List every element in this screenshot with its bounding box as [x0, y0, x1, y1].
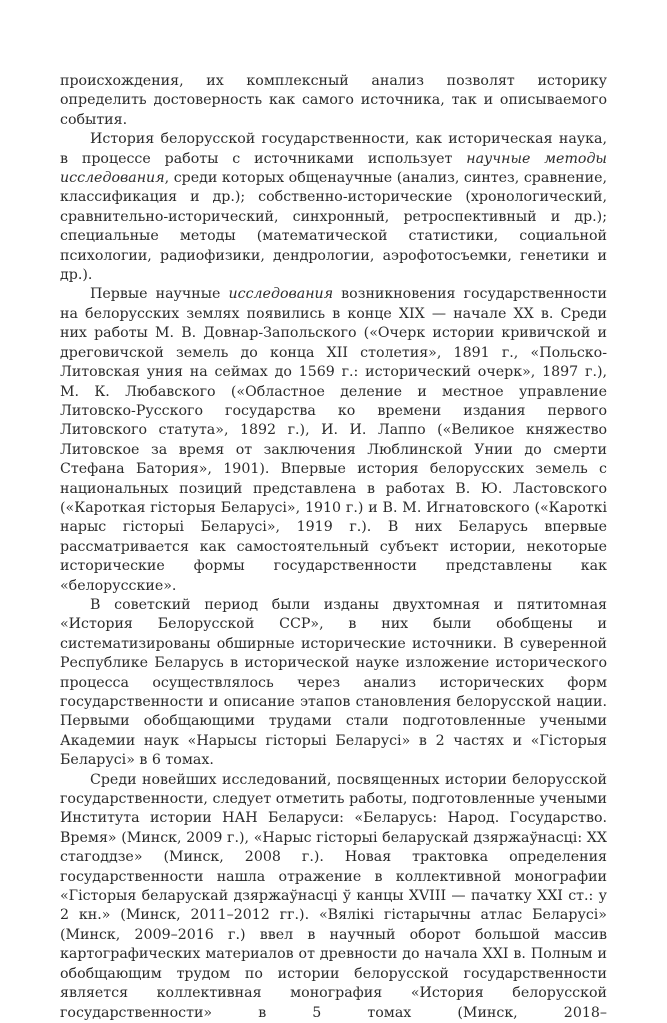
- paragraph-text: История белорусской государственности, как историческая наука, в процессе работы с источниками использует: [60, 131, 607, 167]
- italic-term: научные методы исследования: [60, 150, 607, 187]
- paragraph-2: [60, 130, 607, 285]
- paragraph-text: происхождения, их комплексный анализ позволят историку определить достоверность как самого источника, так и описываемого события.: [60, 73, 607, 128]
- italic-term: исследования: [228, 286, 334, 303]
- paragraph-text: Среди новейших исследований, посвященных истории белорусской государственности, следует отметить работы, подготовленные учеными Института истории НАН Беларуси: «Беларусь: Народ. Государство. Время» (Минск, 2009 г.), «Нарыс гісторыі беларускай дзяржаўнасці: XX стагоддзе» (Минск, 2008 г.). Новая трактовка определения государственности нашла отражение в коллективной монографии «Гісторыя беларускай дзяржаўнасці ў канцы XVIII — пачатку XXI ст.: у 2 кн.» (Минск, 2011–2012 гг.). «Вялікі гістарычны атлас Беларусі» (Минск, 2009–2016 г.) ввел в научный оборот большой массив картографических материалов от древности до начала XXI в. Полным и обобщающим трудом по истории белорусской государственности является коллективная монография «История белорусской государственности» в 5 томах (Минск, 2018–: [60, 771, 607, 1021]
- document-page: [60, 72, 607, 1023]
- paragraph-text: возникновения государственности на белорусских землях появились в конце XIX — начале XX в. Среди них работы М. В. Довнар-Запольского («Очерк истории кривичской и дреговичской земель до конца XII столетия», 1891 г., «Польско-Литовская уния на сеймах до 1569 г.: исторический очерк», 1897 г.), М. К. Любавского («Областное деление и местное управление Литовско-Русского государства ко времени издания первого Литовского статута», 1892 г.), И. И. Лаппо («Великое княжество Литовское за время от заключения Люблинской Унии до смерти Стефана Батория», 1901). Впервые история белорусских земель с национальных позиций представлена в работах В. Ю. Ластовского («Кароткая гісторыя Беларусі», 1910 г.) и В. М. Игнатовского («Кароткі нарыс гісторыі Беларусі», 1919 г.). В них Беларусь впервые рассматривается как самостоятельный субъект истории, некоторые исторические формы государственности представлены как «белорусские».: [60, 286, 607, 594]
- paragraph-3: [60, 285, 607, 596]
- paragraph-4: [60, 596, 607, 771]
- paragraph-1: [60, 72, 607, 130]
- paragraph-text: Первые научные: [90, 286, 229, 303]
- paragraph-5: [60, 771, 607, 1023]
- paragraph-text: , среди которых общенаучные (анализ, синтез, сравнение, классификация и др.); собственно-исторические (хронологический, сравнительно-исторический, синхронный, ретроспективный и др.); специальные методы (математической статистики, социальной психологии, радиофизики, дендрологии, аэрофотосъемки, генетики и др.).: [60, 170, 607, 284]
- paragraph-text: В советский период были изданы двухтомная и пятитомная «История Белорусской ССР», в них были обобщены и систематизированы обширные исторические источники. В суверенной Республике Беларусь в исторической науке изложение исторического процесса осуществлялось через анализ исторических форм государственности и описание этапов становления белорусской нации. Первыми обобщающими трудами стали подготовленные учеными Академии наук «Нарысы гісторыі Беларусі» в 2 частях и «Гісторыя Беларусі» в 6 томах.: [60, 596, 607, 769]
